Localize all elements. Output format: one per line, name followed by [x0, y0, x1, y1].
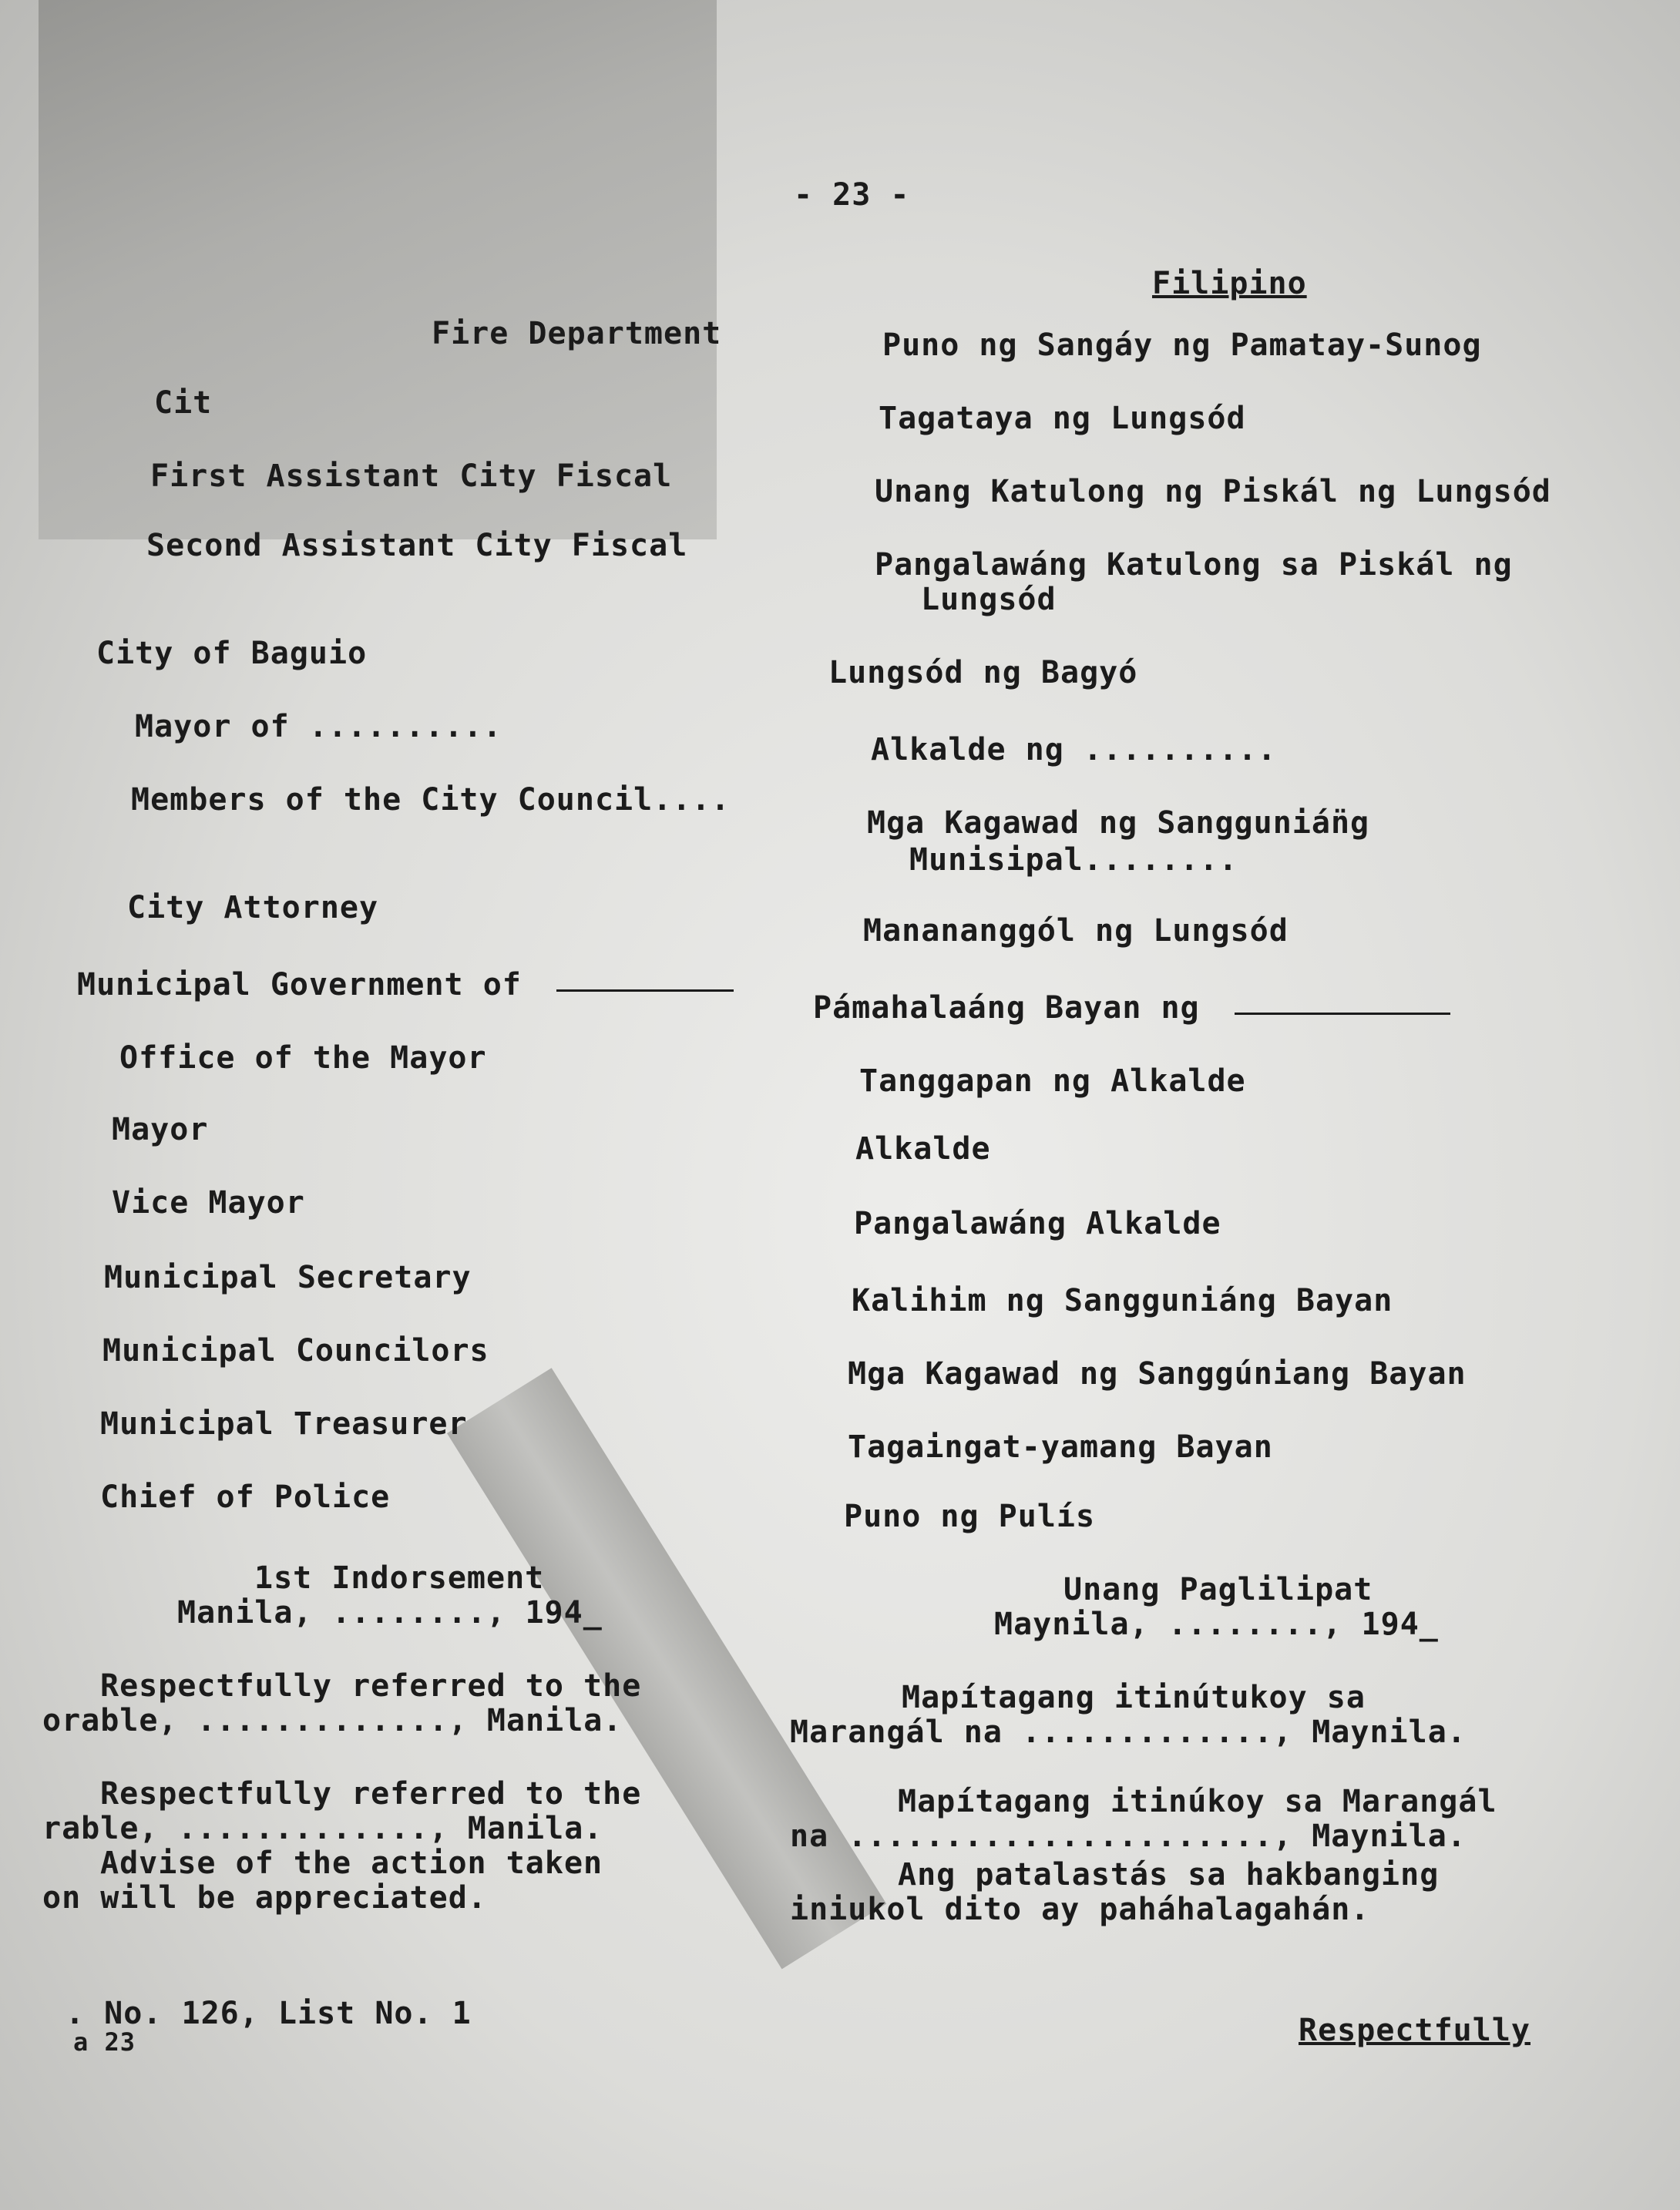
left-item-text: Municipal Government of — [77, 967, 522, 1003]
right-item: Alkalde ng .......... — [871, 732, 1277, 767]
indorsement-date: Manila, ........, 194_ — [177, 1595, 603, 1631]
left-item: Chief of Police — [100, 1479, 391, 1515]
paglilipat-title: Unang Paglilipat — [1063, 1572, 1373, 1607]
right-item: Tanggapan ng Alkalde — [859, 1063, 1246, 1099]
blank-line — [556, 982, 734, 992]
paglilipat-paragraph-2: iniukol dito ay paháhalagahán. — [790, 1892, 1370, 1927]
right-item: Lungsód — [921, 582, 1057, 617]
left-item: Municipal Secretary — [104, 1260, 472, 1295]
left-item: Municipal Treasurer — [100, 1406, 468, 1442]
left-item: Mayor of .......... — [135, 709, 502, 744]
paglilipat-paragraph-2: Ang patalastás sa hakbanging — [898, 1857, 1440, 1893]
left-item: City of Baguio — [96, 636, 368, 671]
indorsement-paragraph-2: on will be appreciated. — [42, 1880, 487, 1916]
indorsement-paragraph-2: Respectfully referred to the — [100, 1776, 642, 1812]
right-item: Tagataya ng Lungsód — [879, 401, 1246, 436]
right-item: Puno ng Sangáy ng Pamatay-Sunog — [882, 327, 1482, 363]
right-item: Tagaingat-yamang Bayan — [848, 1429, 1273, 1465]
paglilipat-date: Maynila, ........, 194_ — [994, 1607, 1439, 1642]
reference-sub: a 23 — [73, 2027, 136, 2057]
indorsement-paragraph-1: Respectfully referred to the — [100, 1668, 642, 1704]
left-item: Members of the City Council.... — [131, 782, 731, 818]
right-item — [813, 990, 1450, 1026]
right-item: Pangalawáng Alkalde — [854, 1206, 1221, 1241]
left-item: Cit — [154, 385, 213, 421]
closing: Respectfully — [1299, 2013, 1530, 2048]
left-item: City Attorney — [127, 890, 379, 925]
left-item: Second Assistant City Fiscal — [146, 528, 688, 563]
paglilipat-paragraph-2: Mapítagang itinúkoy sa Marangál — [898, 1784, 1497, 1819]
right-item: Pangalawáng Katulong sa Piskál ng — [875, 547, 1513, 583]
reference-number: . No. 126, List No. 1 — [66, 1996, 472, 2031]
paglilipat-paragraph-2: na ......................, Maynila. — [790, 1819, 1467, 1854]
page-number: - 23 - — [794, 177, 910, 213]
left-item: Vice Mayor — [112, 1185, 305, 1221]
right-item: Unang Katulong ng Piskál ng Lungsód — [875, 474, 1551, 509]
blank-line — [1235, 1005, 1450, 1015]
left-item: Municipal Councilors — [102, 1333, 489, 1369]
right-item: Manananggól ng Lungsód — [863, 913, 1289, 949]
right-item-text: Pámahalaáng Bayan ng — [813, 990, 1200, 1026]
left-item — [77, 967, 734, 1003]
right-item: Mga Kagawad ng Sanggunián̈g — [867, 805, 1370, 841]
left-item: First Assistant City Fiscal — [150, 458, 673, 494]
right-item: Munisipal........ — [909, 842, 1238, 878]
right-item: Lungsód ng Bagyó — [828, 655, 1138, 690]
right-item: Kalihim ng Sangguniáng Bayan — [852, 1283, 1393, 1318]
left-item: Mayor — [112, 1112, 209, 1147]
right-item: Puno ng Pulís — [844, 1499, 1096, 1534]
indorsement-paragraph-2: Advise of the action taken — [100, 1846, 603, 1881]
right-item: Mga Kagawad ng Sanggúniang Bayan — [848, 1356, 1467, 1392]
left-item: Fire Department — [432, 316, 722, 351]
left-item: Office of the Mayor — [119, 1040, 487, 1076]
indorsement-paragraph-2: rable, ............., Manila. — [42, 1811, 603, 1846]
filipino-heading: Filipino — [1152, 266, 1307, 301]
paglilipat-paragraph-1: Marangál na ............., Maynila. — [790, 1715, 1467, 1750]
right-item: Alkalde — [855, 1131, 991, 1167]
indorsement-paragraph-1: orable, ............., Manila. — [42, 1703, 623, 1738]
indorsement-title: 1st Indorsement — [254, 1560, 545, 1596]
paglilipat-paragraph-1: Mapítagang itinútukoy sa — [902, 1680, 1366, 1715]
